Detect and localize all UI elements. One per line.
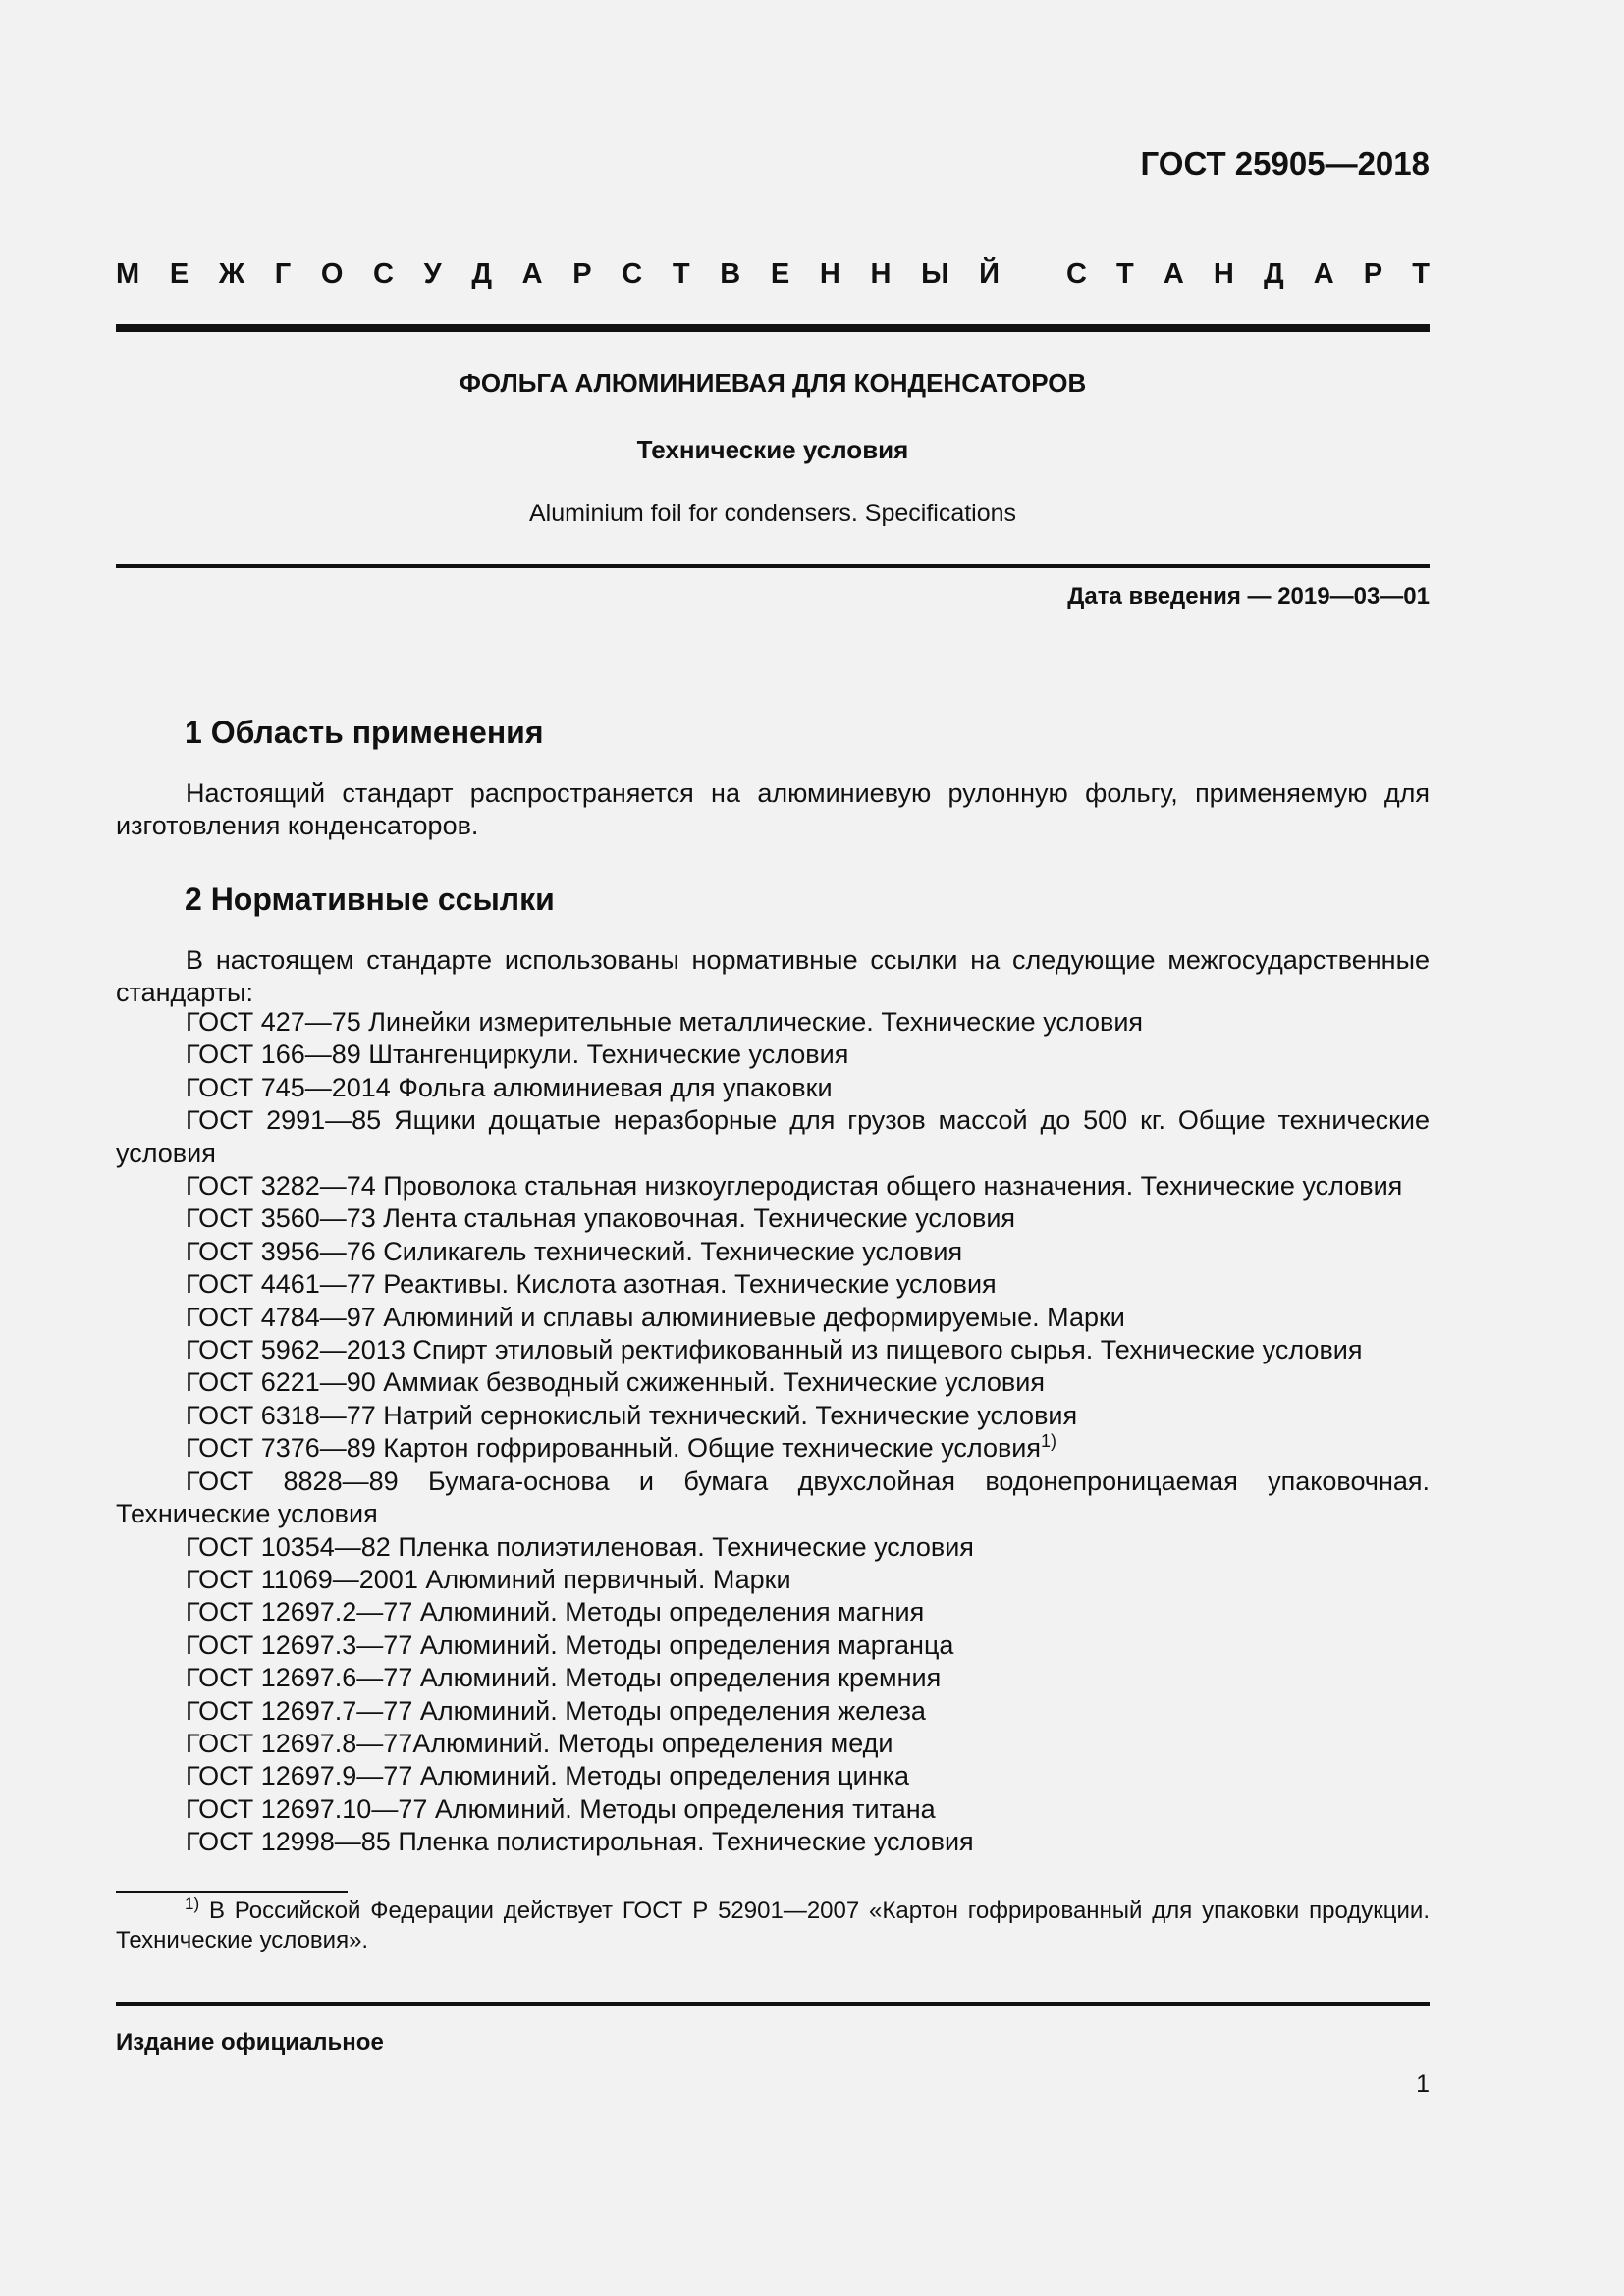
banner-letter: Р: [1363, 258, 1383, 290]
banner-letter: Н: [1213, 258, 1234, 290]
banner-letter: Е: [169, 258, 189, 290]
banner-letter: Г: [274, 258, 292, 290]
banner-letter: С: [1066, 258, 1087, 290]
introduction-date: Дата введения — 2019—03—01: [1067, 583, 1430, 610]
footnote: [116, 1896, 1430, 1955]
banner-letter: Й: [979, 258, 1000, 290]
reference-item: ГОСТ 745—2014 Фольга алюминиевая для упаковки: [186, 1072, 833, 1102]
banner-letter: Т: [1412, 258, 1430, 290]
banner-letter: В: [720, 258, 741, 290]
reference-item: ГОСТ 12697.9—77 Алюминий. Методы определения цинка: [186, 1761, 910, 1791]
banner-letter: Д: [1263, 258, 1284, 290]
banner-letter: Т: [672, 258, 690, 290]
reference-item: ГОСТ 427—75 Линейки измерительные металлические. Технические условия: [186, 1007, 1144, 1037]
normative-references-list: [116, 1006, 1430, 1859]
reference-item: ГОСТ 4784—97 Алюминий и сплавы алюминиевые деформируемые. Марки: [186, 1302, 1125, 1332]
document-number: ГОСТ 25905—2018: [1140, 145, 1430, 182]
footnote-mark: 1): [185, 1895, 200, 1913]
reference-item: ГОСТ 12697.2—77 Алюминий. Методы определения магния: [186, 1597, 925, 1628]
reference-item: ГОСТ 3282—74 Проволока стальная низкоуглеродистая общего назначения. Технические условия: [186, 1171, 1403, 1201]
reference-item: ГОСТ 3560—73 Лента стальная упаковочная. Технические условия: [186, 1203, 1016, 1234]
banner-letter: С: [373, 258, 394, 290]
reference-item: ГОСТ 4461—77 Реактивы. Кислота азотная. Технические условия: [186, 1269, 997, 1300]
reference-item: ГОСТ 11069—2001 Алюминий первичный. Марки: [186, 1564, 791, 1594]
footnote-separator: [116, 1891, 348, 1893]
reference-item: ГОСТ 12697.7—77 Алюминий. Методы определения железа: [186, 1695, 926, 1726]
banner-letter: Е: [770, 258, 790, 290]
banner-letter: С: [622, 258, 643, 290]
reference-item-with-footnote: [116, 1432, 1430, 1465]
document-subtitle: Технические условия: [636, 435, 909, 464]
section-2-heading: 2 Нормативные ссылки: [185, 881, 555, 917]
banner-letter: А: [1163, 258, 1184, 290]
banner-letter: У: [423, 258, 442, 290]
document-title-english: Aluminium foil for condensers. Specifications: [528, 500, 1017, 527]
title-rule: [116, 564, 1430, 568]
reference-text: ГОСТ 7376—89 Картон гофрированный. Общие технические условия: [186, 1433, 1042, 1464]
interstate-standard-banner: [116, 258, 1430, 291]
footnote-text: В Российской Федерации действует ГОСТ Р 52901—2007 «Картон гофрированный для упаковки продукции. Технические условия».: [116, 1897, 1430, 1953]
interstate-word-1: [116, 258, 1000, 291]
section-1-heading: 1 Область применения: [185, 715, 544, 750]
reference-item: ГОСТ 8828—89 Бумага-основа и бумага двухслойная водонепроницаемая упаковочная. Технические условия: [116, 1466, 1430, 1529]
reference-item: ГОСТ 2991—85 Ящики дощатые неразборные для грузов массой до 500 кг. Общие технические условия: [116, 1105, 1430, 1168]
banner-letter: М: [116, 258, 140, 290]
header-rule: [116, 324, 1430, 332]
banner-letter: А: [1313, 258, 1334, 290]
banner-letter: Ж: [218, 258, 245, 290]
footnote-reference-mark[interactable]: 1): [1041, 1431, 1057, 1452]
banner-letter: Т: [1116, 258, 1134, 290]
document-title: ФОЛЬГА АЛЮМИНИЕВАЯ ДЛЯ КОНДЕНСАТОРОВ: [459, 368, 1087, 398]
reference-item: ГОСТ 6221—90 Аммиак безводный сжиженный. Технические условия: [186, 1367, 1045, 1398]
reference-item: ГОСТ 10354—82 Пленка полиэтиленовая. Технические условия: [186, 1531, 974, 1562]
banner-letter: Н: [819, 258, 840, 290]
section-1-text: Настоящий стандарт распространяется на алюминиевую рулонную фольгу, применяемую для изготовления конденсаторов.: [116, 778, 1430, 840]
interstate-word-2: [1066, 258, 1430, 291]
banner-letter: Ы: [921, 258, 949, 290]
footer-rule: [116, 2002, 1430, 2006]
reference-item: ГОСТ 5962—2013 Спирт этиловый ректификованный из пищевого сырья. Технические условия: [186, 1335, 1363, 1365]
reference-item: ГОСТ 3956—76 Силикагель технический. Технические условия: [186, 1236, 963, 1266]
banner-letter: А: [521, 258, 543, 290]
reference-item: ГОСТ 12697.8—77Алюминий. Методы определения меди: [186, 1728, 893, 1758]
reference-item: ГОСТ 12998—85 Пленка полистирольная. Технические условия: [186, 1827, 974, 1857]
page-number: 1: [1416, 2070, 1430, 2098]
banner-letter: Р: [572, 258, 592, 290]
reference-item: ГОСТ 6318—77 Натрий сернокислый технический. Технические условия: [186, 1400, 1078, 1430]
reference-item: ГОСТ 12697.10—77 Алюминий. Методы определения титана: [186, 1793, 936, 1824]
banner-letter: Н: [870, 258, 892, 290]
section-2-intro: В настоящем стандарте использованы нормативные ссылки на следующие межгосударственные стандарты:: [116, 945, 1430, 1007]
reference-item: ГОСТ 12697.6—77 Алюминий. Методы определения кремния: [186, 1663, 942, 1693]
reference-item: ГОСТ 166—89 Штангенциркули. Технические условия: [186, 1040, 849, 1070]
official-edition-label: Издание официальное: [116, 2029, 384, 2056]
banner-letter: Д: [471, 258, 493, 290]
reference-item: ГОСТ 12697.3—77 Алюминий. Методы определения марганца: [186, 1629, 954, 1660]
banner-letter: О: [320, 258, 344, 290]
